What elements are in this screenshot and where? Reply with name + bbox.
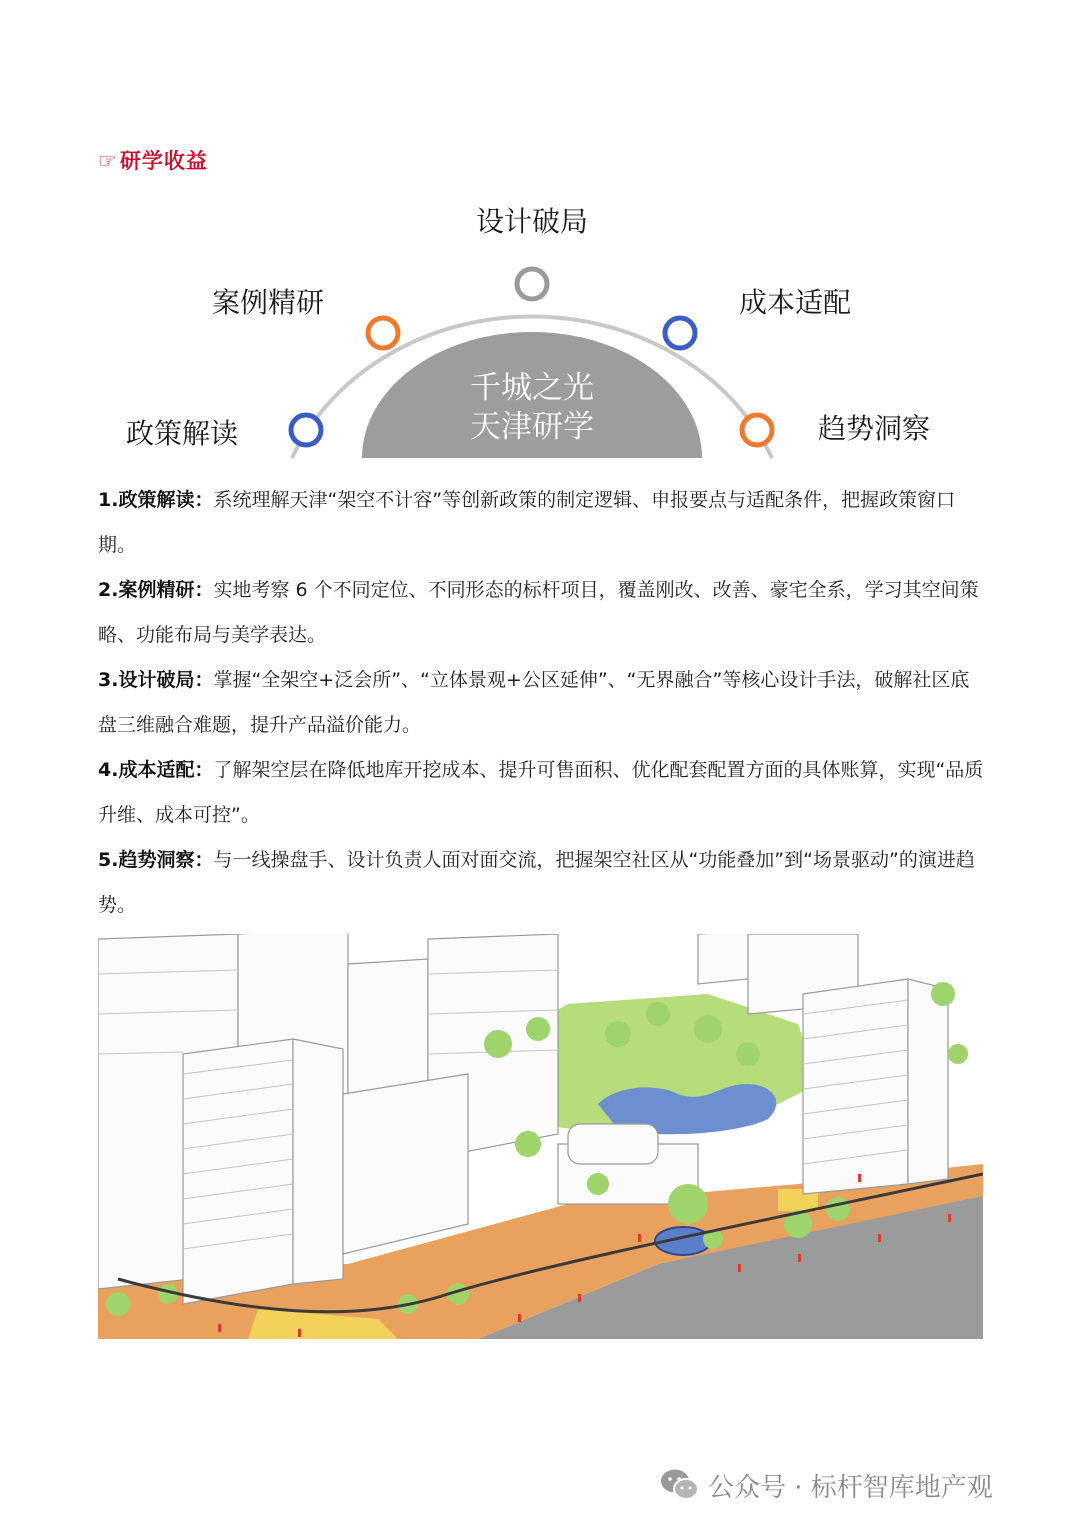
point-3-body: 掌握“全架空+泛会所”、“立体景观+公区延伸”、“无界融合”等核心设计手法，破解社区底盘三维融合难题，提升产品溢价能力。 [98, 669, 970, 736]
pointing-hand-icon: ☞ [98, 149, 118, 173]
node-trend [742, 412, 930, 445]
node-design [476, 205, 588, 299]
point-5 [98, 838, 986, 928]
point-1 [98, 478, 986, 568]
point-3-title: 3.设计破局： [98, 669, 214, 691]
wechat-icon [660, 1468, 700, 1502]
node-label-trend: 趋势洞察 [817, 412, 931, 445]
node-ring-design [517, 269, 547, 299]
benefit-arc-diagram [0, 190, 1080, 470]
node-case [212, 286, 398, 348]
footer-text: 公众号 · 标杆智库地产观 [708, 1472, 993, 1503]
point-1-body: 系统理解天津“架空不计容”等创新政策的制定逻辑、申报要点与适配条件，把握政策窗口期。 [98, 489, 956, 556]
center-line-2: 天津研学 [470, 409, 594, 445]
point-5-body: 与一线操盘手、设计负责人面对面交流，把握架空社区从“功能叠加”到“场景驱动”的演进趋势。 [98, 849, 975, 916]
node-ring-case [368, 318, 398, 348]
point-3 [98, 658, 986, 748]
point-4-title: 4.成本适配： [98, 759, 214, 781]
point-2 [98, 568, 986, 658]
axonometric-community-illustration [98, 934, 983, 1339]
node-cost [665, 286, 851, 348]
benefit-points [98, 478, 986, 928]
node-label-design: 设计破局 [475, 205, 589, 238]
point-2-title: 2.案例精研： [98, 579, 214, 601]
section-title [98, 145, 208, 175]
section-title-text: 研学收益 [119, 149, 208, 173]
point-1-title: 1.政策解读： [98, 489, 214, 511]
footer-watermark [660, 1463, 993, 1507]
node-ring-cost [665, 318, 695, 348]
node-label-cost: 成本适配 [738, 286, 852, 319]
point-4-body: 了解架空层在降低地库开挖成本、提升可售面积、优化配套配置方面的具体账算，实现“品质升维、成本可控”。 [98, 759, 984, 826]
node-label-policy: 政策解读 [125, 417, 239, 450]
point-2-body: 实地考察 6 个不同定位、不同形态的标杆项目，覆盖刚改、改善、豪宅全系，学习其空间策略、功能布局与美学表达。 [98, 579, 979, 646]
node-ring-policy [291, 415, 321, 445]
center-line-1: 千城之光 [470, 370, 594, 406]
node-label-case: 案例精研 [211, 286, 325, 319]
point-4 [98, 748, 986, 838]
node-ring-trend [742, 415, 772, 445]
node-policy [126, 415, 321, 450]
point-5-title: 5.趋势洞察： [98, 849, 214, 871]
